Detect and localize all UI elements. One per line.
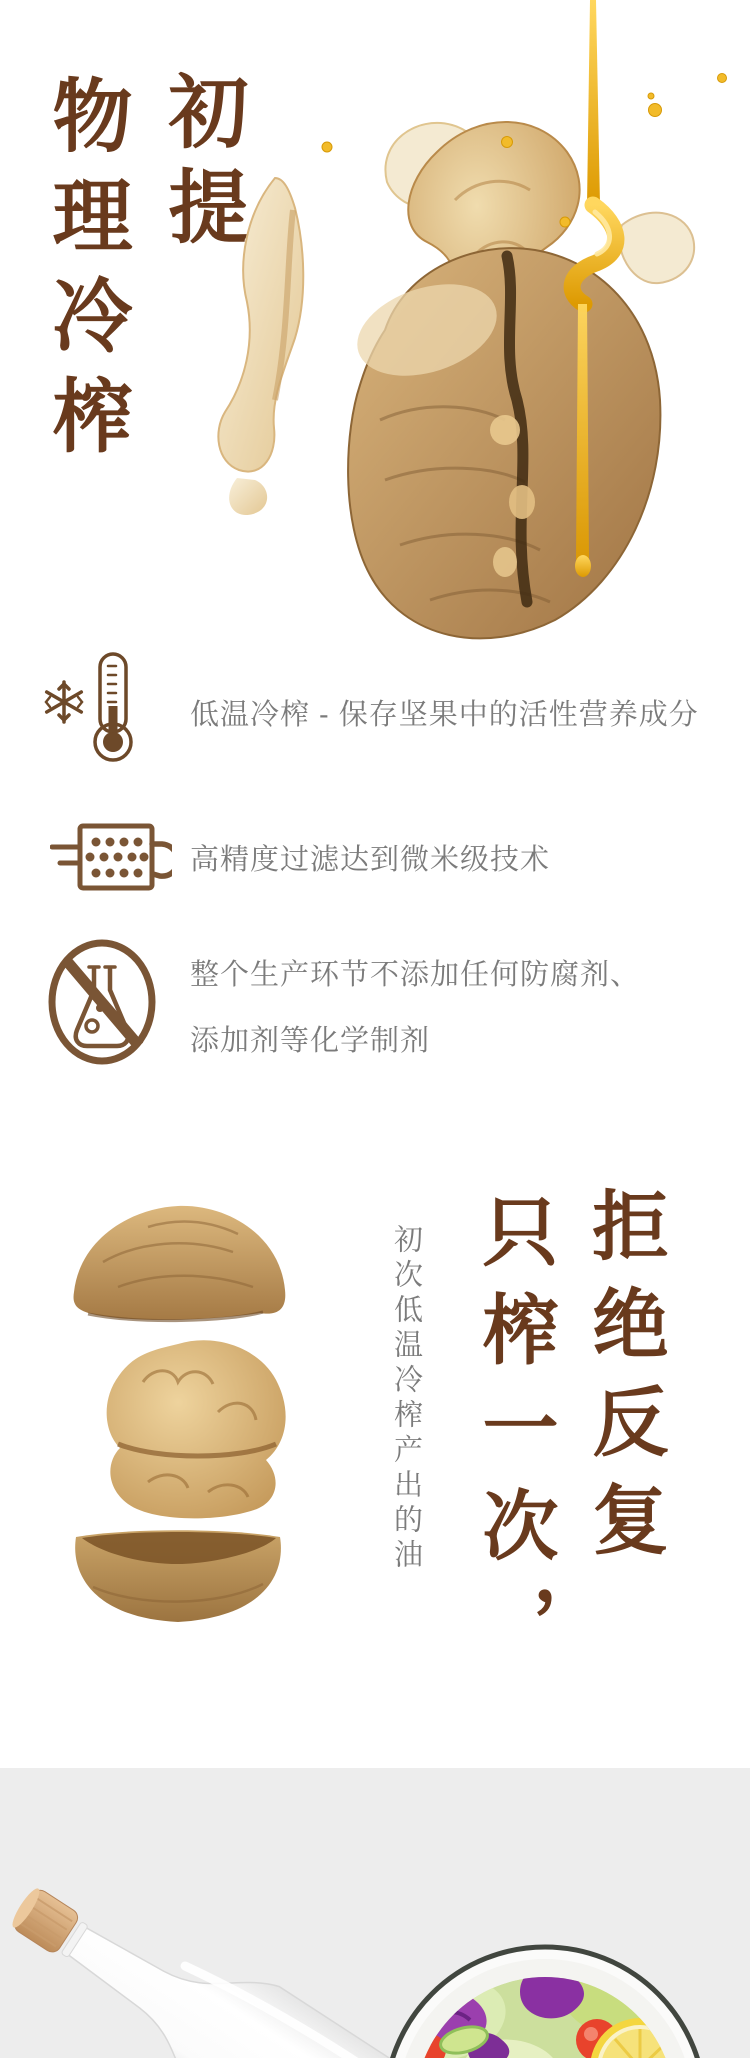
hero-title-column-right: 初提 <box>155 70 249 260</box>
snowflake-thermometer-icon <box>42 650 137 762</box>
walnut-stack-illustration <box>58 1192 298 1644</box>
slogan-column-second: 拒绝反复 <box>580 1186 669 1578</box>
hero-title-column-left: 物理冷榨 <box>39 74 133 474</box>
feature-text-filter: 高精度过滤达到微米级技术 <box>190 844 551 876</box>
no-chemical-additives-icon <box>46 938 158 1066</box>
single-press-vertical-caption: 初次低温冷榨产出的油 <box>390 1224 422 1574</box>
feature-text-no-additives-line2: 添加剂等化学制剂 <box>190 1025 431 1057</box>
feature-text-no-additives <box>190 942 710 1074</box>
slogan-column-first: 只榨一次， <box>470 1192 559 1682</box>
salad-bowl-illustration <box>372 1940 750 2058</box>
walnut-oil-hero-illustration <box>175 0 750 655</box>
feature-text-cold-press: 低温冷榨 - 保存坚果中的活性营养成分 <box>190 699 699 731</box>
feature-text-no-additives-line1: 整个生产环节不添加任何防腐剂、 <box>190 959 641 991</box>
micron-filter-icon <box>50 816 172 898</box>
